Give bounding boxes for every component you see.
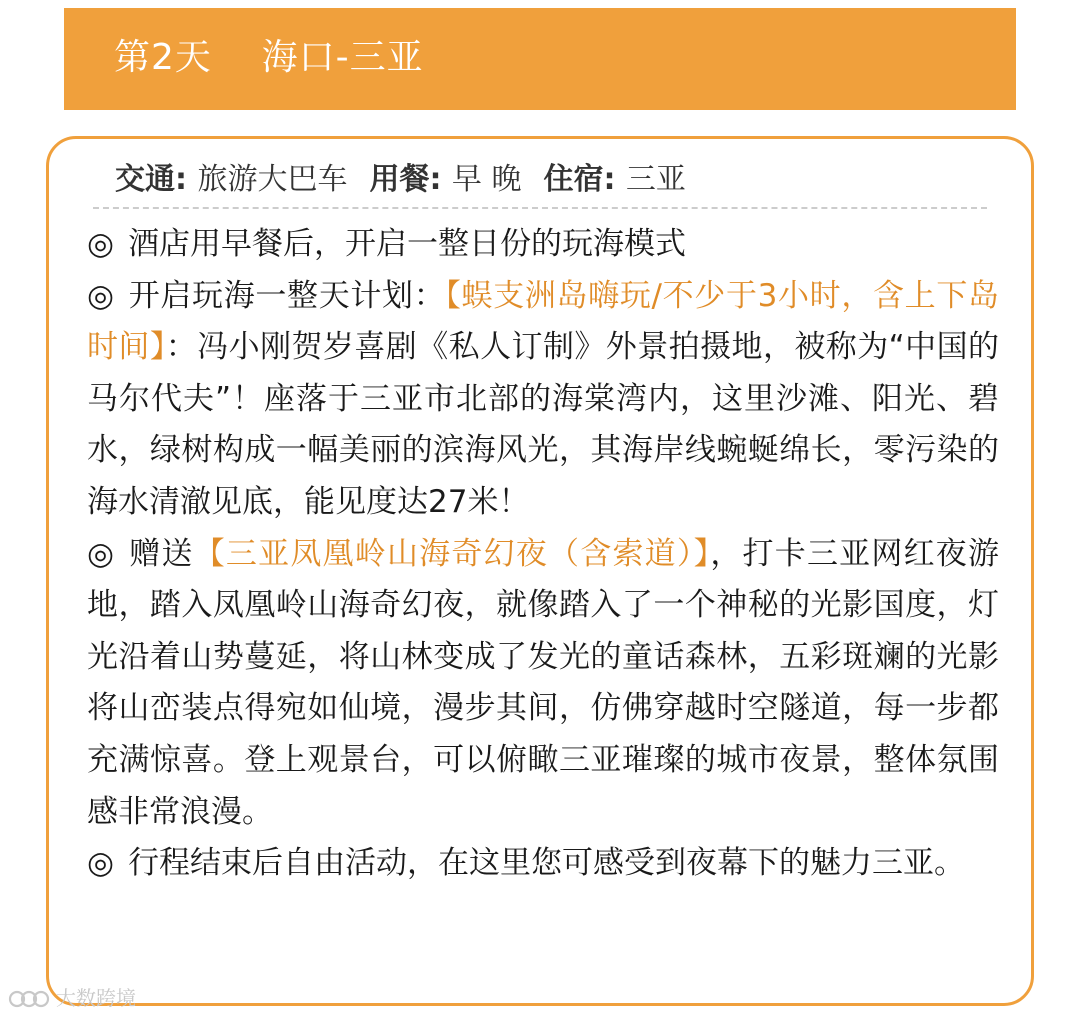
bullet-icon: ◎ (87, 535, 116, 572)
highlight-text: 【蜈支洲岛嗨玩/不少于3小时，含上下岛时间】 (87, 277, 999, 366)
bullet-icon: ◎ (87, 845, 115, 882)
stay-value: 三亚 (625, 162, 686, 197)
day-title: 第2天 海口-三亚 (114, 37, 424, 78)
itinerary-card (46, 136, 1034, 1006)
itinerary-paragraph-3 (87, 529, 999, 839)
itinerary-paragraph-4 (87, 838, 999, 890)
bullet-icon: ◎ (87, 277, 115, 314)
bullet-icon: ◎ (87, 226, 115, 262)
dashed-divider (93, 207, 987, 209)
itinerary-paragraph-1 (87, 219, 999, 271)
paragraph-text: 行程结束后自由活动，在这里您可感受到夜幕下的魅力三亚。 (128, 845, 966, 882)
logo-icon (8, 985, 50, 1011)
transport-label: 交通: (115, 162, 198, 197)
day-header (64, 8, 1016, 110)
info-row (115, 159, 686, 201)
paragraph-text: 赠送 (129, 535, 194, 572)
meal-label: 用餐: (369, 162, 452, 197)
itinerary-body (87, 219, 999, 890)
paragraph-text: 酒店用早餐后，开启一整日份的玩海模式 (128, 226, 687, 262)
transport-value: 旅游大巴车 (197, 162, 348, 197)
highlight-text: 【三亚凤凰岭山海奇幻夜（含索道）】 (193, 535, 711, 572)
paragraph-text: 开启玩海一整天计划： (128, 277, 446, 314)
paragraph-text: ：冯小刚贺岁喜剧《私人订制》外景拍摄地，被称为“中国的马尔代夫”！座落于三亚市北部的海棠湾内，这里沙滩、阳光、碧水，绿树构成一幅美丽的滨海风光，其海岸线蜿蜒绵长，零污染的海水清澈见底，能见度达27米！ (87, 329, 1000, 520)
paragraph-text: ，打卡三亚网红夜游地，踏入凤凰岭山海奇幻夜，就像踏入了一个神秘的光影国度，灯光沿着山势蔓延，将山林变成了发光的童话森林，五彩斑斓的光影将山峦装点得宛如仙境，漫步其间，仿佛穿越时空隧道，每一步都充满惊喜。登上观景台，可以俯瞰三亚璀璨的城市夜景，整体氛围感非常浪漫。 (87, 535, 1000, 830)
itinerary-paragraph-2 (87, 271, 999, 529)
meal-value: 早 晚 (451, 162, 522, 197)
watermark-text: 大数跨境 (56, 986, 136, 1010)
watermark (8, 984, 136, 1012)
stay-label: 住宿: (543, 162, 626, 197)
